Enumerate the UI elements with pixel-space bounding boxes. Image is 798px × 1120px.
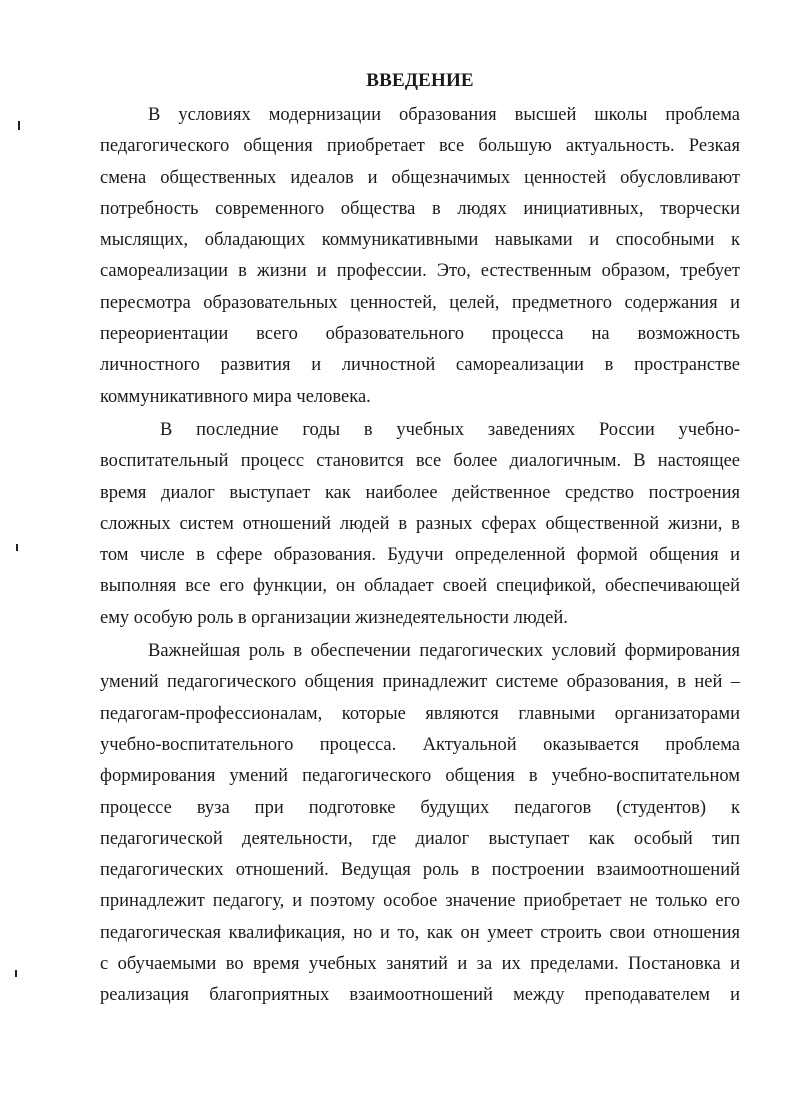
text-line: смена общественных идеалов и общезначимых ценностей обусловливают bbox=[100, 167, 740, 188]
text-line: потребность современного общества в людях инициативных, творчески bbox=[100, 198, 740, 219]
text-line: процессе вуза при подготовке будущих педагогов (студентов) к bbox=[100, 797, 740, 818]
text-line: с обучаемыми во время учебных занятий и за их пределами. Постановка и bbox=[100, 954, 740, 975]
text-line: пересмотра образовательных ценностей, целей, предметного содержания и bbox=[100, 292, 740, 313]
document-page bbox=[100, 66, 740, 1012]
scan-speck bbox=[15, 970, 17, 977]
text-line: воспитательный процесс становится все более диалогичным. В настоящее bbox=[100, 451, 740, 472]
text-line: мыслящих, обладающих коммуникативными навыками и способными к bbox=[100, 230, 740, 251]
text-line: том числе в сфере образования. Будучи определенной формой общения и bbox=[100, 545, 740, 566]
scan-speck bbox=[18, 121, 20, 130]
text-line: принадлежит педагогу, и поэтому особое значение приобретает не только его bbox=[100, 891, 740, 912]
paragraph-1 bbox=[100, 100, 740, 413]
text-line: педагогическая квалификация, но и то, как он умеет строить свои отношения bbox=[100, 922, 740, 943]
text-line: Важнейшая роль в обеспечении педагогических условий формирования bbox=[148, 641, 740, 662]
text-line: переориентации всего образовательного процесса на возможность bbox=[100, 324, 740, 345]
scan-speck bbox=[16, 544, 18, 551]
text-line: формирования умений педагогического общения в учебно-воспитательном bbox=[100, 766, 740, 787]
text-line: В последние годы в учебных заведениях России учебно- bbox=[160, 419, 740, 440]
text-line: сложных систем отношений людей в разных сферах общественной жизни, в bbox=[100, 513, 740, 534]
text-line: педагогического общения приобретает все большую актуальность. Резкая bbox=[100, 136, 740, 157]
paragraph-2 bbox=[100, 415, 740, 634]
text-line: время диалог выступает как наиболее действенное средство построения bbox=[100, 482, 740, 503]
text-line: самореализации в жизни и профессии. Это, естественным образом, требует bbox=[100, 261, 740, 282]
text-line: умений педагогического общения принадлежит системе образования, в ней – bbox=[100, 672, 740, 693]
text-line: ему особую роль в организации жизнедеятельности людей. bbox=[100, 607, 568, 628]
text-line: педагогической деятельности, где диалог выступает как особый тип bbox=[100, 828, 740, 849]
document-title: ВВЕДЕНИЕ bbox=[366, 70, 474, 91]
text-line: В условиях модернизации образования высшей школы проблема bbox=[148, 105, 740, 125]
text-line: коммуникативного мира человека. bbox=[100, 386, 371, 407]
text-line: личностного развития и личностной самореализации в пространстве bbox=[100, 355, 740, 376]
text-line: учебно-воспитательного процесса. Актуальной оказывается проблема bbox=[100, 734, 740, 755]
paragraph-3 bbox=[100, 636, 740, 1012]
text-line: педагогических отношений. Ведущая роль в построении взаимоотношений bbox=[100, 860, 740, 881]
text-line: выполняя все его функции, он обладает своей спецификой, обеспечивающей bbox=[100, 576, 740, 597]
text-line: реализация благоприятных взаимоотношений между преподавателем и bbox=[100, 985, 740, 1006]
text-line: педагогам-профессионалам, которые являются главными организаторами bbox=[100, 703, 740, 724]
